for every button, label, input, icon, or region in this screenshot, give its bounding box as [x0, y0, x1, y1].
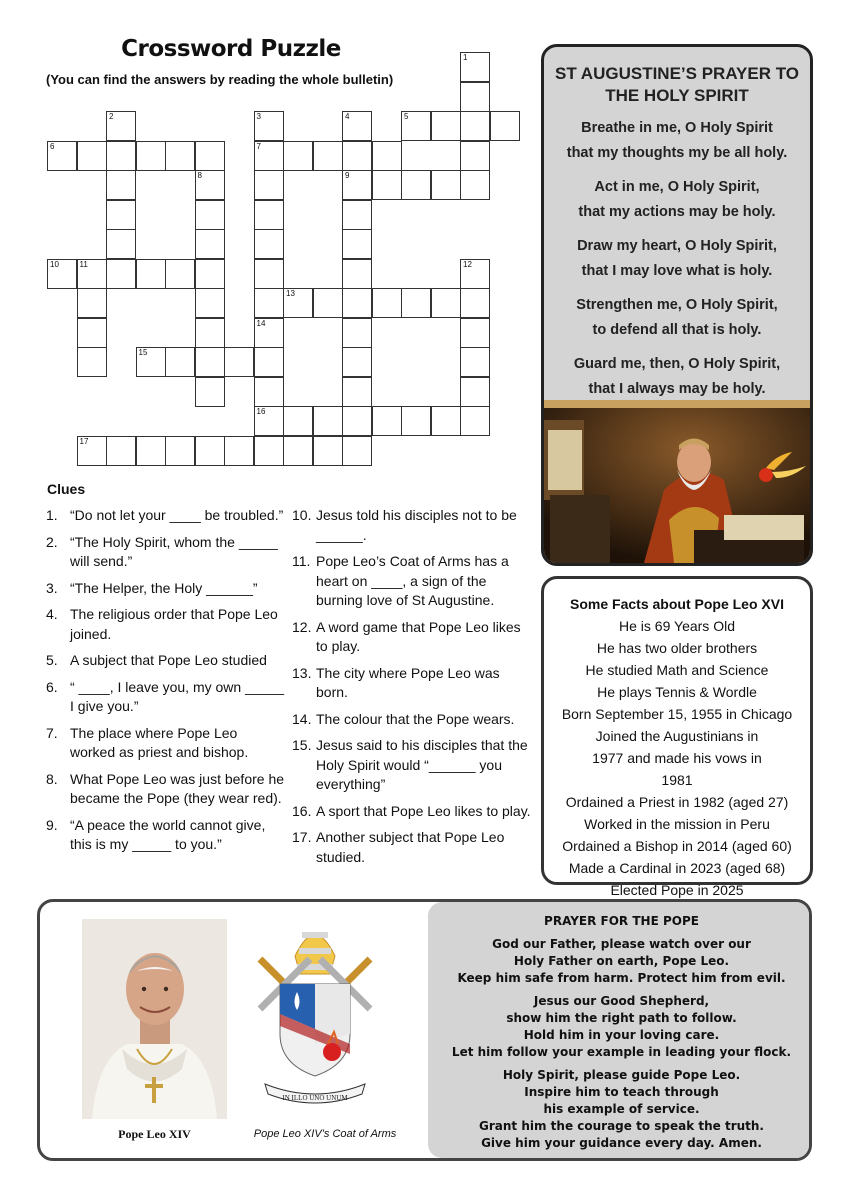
clue-item: 16. A sport that Pope Leo likes to play.	[292, 802, 531, 819]
crossword-cell[interactable]	[254, 377, 284, 407]
crossword-cell[interactable]	[47, 259, 77, 289]
crossword-cell[interactable]	[106, 436, 136, 466]
crossword-cell[interactable]	[372, 406, 402, 436]
fact-item: Ordained a Bishop in 2014 (aged 60)	[562, 838, 792, 854]
crossword-cell[interactable]	[342, 229, 372, 259]
crossword-cell[interactable]	[136, 347, 166, 377]
fact-item: He studied Math and Science	[585, 662, 769, 678]
crossword-cell[interactable]	[431, 406, 461, 436]
crossword-cell[interactable]	[165, 141, 195, 171]
crossword-cell[interactable]	[77, 288, 107, 318]
crossword-cell[interactable]	[372, 288, 402, 318]
clue-number: 1	[463, 53, 468, 62]
crossword-cell[interactable]	[460, 82, 490, 112]
crossword-cell[interactable]	[490, 111, 520, 141]
clue-item: 9. “A peace the world cannot give, this is my _____ to you.”	[46, 816, 266, 852]
crossword-cell[interactable]	[431, 288, 461, 318]
crossword-cell[interactable]	[195, 436, 225, 466]
pope-prayer-section	[37, 899, 812, 1161]
crossword-cell[interactable]	[106, 141, 136, 171]
clue-number: 17	[79, 436, 89, 446]
clue-number: 2	[109, 112, 114, 121]
clue-number: 12	[463, 259, 472, 269]
coat-of-arms-image	[250, 914, 380, 1119]
crossword-cell[interactable]	[254, 318, 284, 348]
crossword-cell[interactable]	[254, 288, 284, 318]
crossword-cell[interactable]	[283, 141, 313, 171]
crossword-cell[interactable]	[460, 288, 490, 318]
crossword-subtitle: (You can find the answers by reading the whole bulletin)	[46, 72, 394, 87]
pope-leo-photo	[82, 919, 227, 1119]
prayer-stanza: Breathe in me, O Holy Spirit that my thoughts my be all holy.	[566, 120, 788, 161]
prayer-stanza: Act in me, O Holy Spirit, that my actions may be holy.	[578, 179, 776, 220]
crossword-cell[interactable]	[77, 318, 107, 348]
pope-facts-panel	[541, 576, 813, 898]
clue-item: 6. “ ____, I leave you, my own _____ I give you.”	[46, 678, 285, 714]
crossword-cell[interactable]	[313, 436, 343, 466]
crossword-cell[interactable]	[195, 288, 225, 318]
crossword-cell[interactable]	[195, 347, 225, 377]
crossword-cell[interactable]	[195, 200, 225, 230]
crossword-cell[interactable]	[165, 259, 195, 289]
clue-item: 15. Jesus said to his disciples that the Holy Spirit would “______ you everything”	[292, 737, 528, 792]
crossword-cell[interactable]	[106, 229, 136, 259]
crossword-cell[interactable]	[195, 141, 225, 171]
pope-prayer-stanza: God our Father, please watch over our Holy Father on earth, Pope Leo. Keep him safe from harm. Protect him from evil.	[457, 937, 786, 985]
crossword-cell[interactable]	[401, 406, 431, 436]
crossword-cell[interactable]	[313, 406, 343, 436]
clue-item: 7. The place where Pope Leo worked as priest and bishop.	[46, 724, 249, 760]
fact-item: He is 69 Years Old	[619, 618, 735, 634]
prayer-stanza: Guard me, then, O Holy Spirit, that I always may be holy.	[573, 356, 781, 397]
crossword-cell[interactable]	[342, 347, 372, 377]
crossword-cell[interactable]	[136, 259, 166, 289]
coa-motto: IN ILLO UNO UNUM	[282, 1094, 348, 1102]
prayer-for-the-pope	[428, 902, 812, 1158]
crossword-cell[interactable]	[136, 436, 166, 466]
clue-number: 6	[50, 141, 55, 151]
coat-of-arms-caption: Pope Leo XIV’s Coat of Arms	[253, 1128, 397, 1140]
prayer-stanza: Draw my heart, O Holy Spirit, that I may love what is holy.	[577, 238, 777, 279]
clue-number: 5	[404, 112, 409, 121]
clue-number: 15	[138, 348, 148, 357]
crossword-title: Crossword Puzzle	[121, 36, 341, 62]
crossword-cell[interactable]	[460, 377, 490, 407]
crossword-cell[interactable]	[342, 318, 372, 348]
clue-item: 14. The colour that the Pope wears.	[292, 710, 515, 727]
fact-item: Worked in the mission in Peru	[584, 816, 770, 832]
pope-prayer-stanza: Holy Spirit, please guide Pope Leo. Inspire him to teach through his example of service. Grant him the courage to speak the truth. Give him your guidance every day. Amen.	[479, 1068, 764, 1150]
clue-item: 10. Jesus told his disciples not to be ______.	[292, 507, 517, 543]
clue-number: 10	[50, 259, 59, 269]
crossword-cell[interactable]	[77, 141, 107, 171]
clue-item: 2. “The Holy Spirit, whom the _____ will send.”	[46, 533, 278, 569]
pope-prayer-title: PRAYER FOR THE POPE	[544, 914, 699, 928]
crossword-cell[interactable]	[283, 436, 313, 466]
crossword-cell[interactable]	[342, 436, 372, 466]
crossword-cell[interactable]	[342, 259, 372, 289]
clue-number: 8	[197, 171, 202, 180]
clue-number: 3	[256, 112, 261, 121]
crossword-cell[interactable]	[372, 141, 402, 171]
crossword-cell[interactable]	[254, 436, 284, 466]
crossword-cell[interactable]	[342, 406, 372, 436]
crossword-cell[interactable]	[254, 170, 284, 200]
clues-heading: Clues	[47, 481, 86, 497]
crossword-cell[interactable]	[165, 347, 195, 377]
clue-item: 12. A word game that Pope Leo likes to play.	[292, 618, 521, 654]
fact-item: He has two older brothers	[596, 640, 758, 656]
st-augustine-painting	[544, 400, 810, 563]
clues-list-right	[292, 506, 532, 874]
crossword-cell[interactable]	[460, 111, 490, 141]
crossword-cell[interactable]	[283, 288, 313, 318]
crossword-cell[interactable]	[460, 141, 490, 171]
crossword-cell[interactable]	[47, 141, 77, 171]
crossword-cell[interactable]	[460, 347, 490, 377]
crossword-cell[interactable]	[342, 377, 372, 407]
pope-photo-caption: Pope Leo XIV	[118, 1127, 191, 1141]
crossword-cell[interactable]	[254, 111, 284, 141]
crossword-cell[interactable]	[136, 141, 166, 171]
fact-item: Born September 15, 1955 in Chicago	[561, 706, 793, 722]
crossword-cell[interactable]	[460, 170, 490, 200]
crossword-cell[interactable]	[460, 52, 490, 82]
clue-number: 7	[256, 141, 261, 151]
crossword-cell[interactable]	[195, 377, 225, 407]
crossword-cell[interactable]	[342, 111, 372, 141]
crossword-cell[interactable]	[77, 436, 107, 466]
prayer-stanza: Strengthen me, O Holy Spirit, to defend all that is holy.	[576, 297, 778, 338]
fact-item: Joined the Augustinians in 1977 and made his vows in 1981	[592, 728, 762, 788]
crossword-cell[interactable]	[195, 259, 225, 289]
crossword-cell[interactable]	[254, 141, 284, 171]
crossword-cell[interactable]	[254, 259, 284, 289]
clue-number: 4	[345, 112, 350, 121]
clue-number: 16	[256, 407, 266, 416]
crossword-cell[interactable]	[372, 170, 402, 200]
crossword-cell[interactable]	[254, 229, 284, 259]
clue-number: 13	[286, 289, 295, 298]
clue-item: 3. “The Helper, the Holy ______”	[46, 579, 258, 596]
crossword-cell[interactable]	[401, 288, 431, 318]
crossword-cell[interactable]	[342, 141, 372, 171]
clues-list-left	[46, 506, 286, 862]
crossword-cell[interactable]	[77, 347, 107, 377]
crossword-cell[interactable]	[342, 288, 372, 318]
crossword-cell[interactable]	[106, 259, 136, 289]
clue-number: 14	[256, 318, 266, 328]
crossword-cell[interactable]	[254, 347, 284, 377]
crossword-cell[interactable]	[342, 170, 372, 200]
clue-number: 9	[345, 171, 350, 180]
fact-item: Made a Cardinal in 2023 (aged 68)	[568, 860, 786, 876]
crossword-cell[interactable]	[195, 229, 225, 259]
crossword-cell[interactable]	[254, 200, 284, 230]
crossword-cell[interactable]	[460, 259, 490, 289]
crossword-cell[interactable]	[165, 436, 195, 466]
clue-item: 17. Another subject that Pope Leo studied.	[292, 829, 505, 865]
crossword-cell[interactable]	[195, 318, 225, 348]
augustine-prayer-panel	[541, 44, 813, 566]
fact-item: Elected Pope in 2025	[610, 882, 744, 898]
pope-prayer-stanza: Jesus our Good Shepherd, show him the right path to follow. Hold him in your loving care. Let him follow your example in leading your flock.	[451, 994, 792, 1059]
crossword-cell[interactable]	[195, 170, 225, 200]
crossword-cell[interactable]	[283, 406, 313, 436]
crossword-cell[interactable]	[401, 111, 431, 141]
crossword-cell[interactable]	[224, 347, 254, 377]
clue-item: 11. Pope Leo’s Coat of Arms has a heart on ____, a sign of the burning love of St Augustine.	[292, 553, 509, 608]
crossword-cell[interactable]	[254, 406, 284, 436]
crossword-cell[interactable]	[106, 200, 136, 230]
crossword-cell[interactable]	[313, 288, 343, 318]
clue-item: 13. The city where Pope Leo was born.	[292, 664, 500, 700]
fact-item: Ordained a Priest in 1982 (aged 27)	[565, 794, 789, 810]
facts-title: Some Facts about Pope Leo XVI	[570, 596, 784, 612]
crossword-cell[interactable]	[106, 111, 136, 141]
crossword-cell[interactable]	[431, 170, 461, 200]
clue-item: 8. What Pope Leo was just before he became the Pope (they wear red).	[46, 770, 285, 806]
augustine-prayer-title: ST AUGUSTINE’S PRAYER TO THE HOLY SPIRIT	[554, 64, 800, 105]
fact-item: He plays Tennis & Wordle	[597, 684, 757, 700]
crossword-cell[interactable]	[460, 406, 490, 436]
clue-item: 5. A subject that Pope Leo studied	[46, 652, 267, 668]
clue-item: 4. The religious order that Pope Leo joined.	[46, 606, 278, 642]
crossword-cell[interactable]	[313, 141, 343, 171]
crossword-cell[interactable]	[431, 111, 461, 141]
crossword-cell[interactable]	[106, 170, 136, 200]
crossword-cell[interactable]	[77, 259, 107, 289]
crossword-cell[interactable]	[460, 318, 490, 348]
crossword-cell[interactable]	[401, 170, 431, 200]
crossword-cell[interactable]	[224, 436, 254, 466]
crossword-cell[interactable]	[342, 200, 372, 230]
clue-number: 11	[79, 259, 88, 269]
clue-item: 1. “Do not let your ____ be troubled.”	[46, 507, 284, 523]
